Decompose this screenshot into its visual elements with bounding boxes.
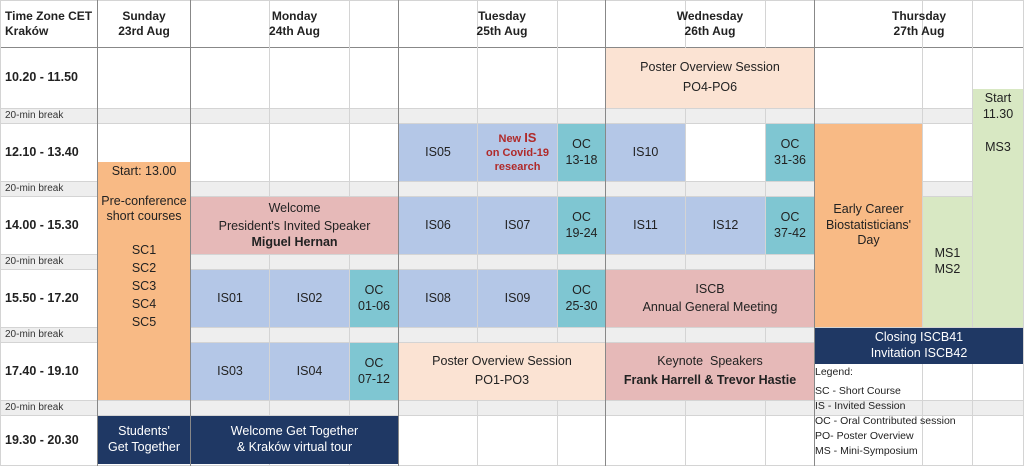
- day-name: Monday: [271, 8, 318, 23]
- presidents-speaker-label: President's Invited Speaker: [218, 219, 371, 234]
- short-course-item: SC5: [131, 315, 157, 330]
- session-line: Keynote Speakers: [657, 354, 763, 369]
- session-is04: IS04: [270, 343, 349, 400]
- sunday-pre-conference-block: [98, 162, 190, 400]
- poster-overview-po4-po6: [606, 48, 814, 108]
- day-header-sunday: [98, 0, 190, 47]
- day-header-tuesday: [399, 0, 605, 47]
- session-line: Biostatisticians': [825, 217, 912, 232]
- session-oc-13-18: [558, 124, 605, 181]
- session-line: OC: [572, 282, 591, 297]
- students-get-together: [98, 416, 190, 464]
- monday-welcome-block: [191, 197, 398, 254]
- session-new-is-covid: [478, 124, 557, 181]
- session-line: OC: [572, 136, 591, 151]
- session-is05: IS05: [399, 124, 477, 181]
- session-ms1-ms2: [923, 197, 972, 327]
- day-date: 26th Aug: [684, 23, 736, 38]
- session-is09: IS09: [478, 270, 557, 327]
- break-label: 20-min break: [5, 182, 64, 194]
- legend-item: IS - Invited Session: [815, 399, 906, 412]
- session-is08: IS08: [399, 270, 477, 327]
- grid-line: [0, 47, 1024, 48]
- session-oc-37-42: [766, 197, 814, 254]
- legend-item: PO- Poster Overview: [815, 429, 914, 442]
- ms3-label: MS3: [985, 140, 1011, 155]
- session-line: ISCB: [695, 281, 725, 296]
- session-is11: IS11: [606, 197, 685, 254]
- short-course-item: SC3: [131, 279, 157, 294]
- start-time: 11.30: [982, 106, 1014, 121]
- session-oc-25-30: [558, 270, 605, 327]
- is-label: IS: [524, 130, 537, 146]
- session-line: 01-06: [358, 298, 390, 313]
- city-label: Kraków: [5, 23, 49, 38]
- session-line: OC: [364, 282, 384, 297]
- session-oc-31-36: [766, 124, 814, 181]
- session-is06: IS06: [399, 197, 477, 254]
- session-is01: IS01: [191, 270, 269, 327]
- welcome-label: Welcome: [268, 200, 321, 215]
- session-is12: IS12: [686, 197, 765, 254]
- legend: [815, 365, 1020, 458]
- start-time: Start: 13.00: [111, 164, 177, 178]
- session-oc-19-24: [558, 197, 605, 254]
- speaker-names: Frank Harrell & Trevor Hastie: [623, 373, 797, 387]
- day-date: 25th Aug: [476, 23, 528, 38]
- session-is10: IS10: [606, 124, 685, 181]
- session-is07: IS07: [478, 197, 557, 254]
- session-line: PO1-PO3: [474, 373, 530, 387]
- session-oc-07-12: [350, 343, 398, 400]
- short-course-item: SC2: [131, 261, 157, 275]
- session-line: OC: [572, 209, 591, 224]
- session-line: research: [494, 160, 541, 173]
- title-line: Pre-conference: [101, 193, 187, 208]
- session-line: Day: [857, 233, 880, 248]
- timezone-label: Time Zone CET: [5, 8, 93, 23]
- poster-overview-po1-po3: [399, 343, 605, 400]
- session-line: Get Together: [107, 440, 181, 454]
- session-line: 31-36: [774, 152, 806, 167]
- time-slot: 14.00 - 15.30: [5, 217, 79, 232]
- legend-item: SC - Short Course: [815, 384, 901, 397]
- timezone-header: [0, 0, 97, 47]
- time-slot: 17.40 - 19.10: [5, 363, 79, 378]
- iscb-annual-general-meeting: [606, 270, 814, 327]
- session-is03: IS03: [191, 343, 269, 400]
- day-name: Sunday: [122, 8, 166, 23]
- legend-item: MS - Mini-Symposium: [815, 444, 918, 457]
- session-line: MS2: [934, 262, 961, 276]
- legend-title: Legend:: [815, 366, 853, 378]
- break-label: 20-min break: [5, 328, 64, 340]
- session-line: Annual General Meeting: [642, 299, 778, 314]
- session-line: & Kraków virtual tour: [236, 440, 353, 454]
- session-line: on Covid-19: [486, 147, 549, 160]
- short-course-item: SC4: [131, 297, 157, 312]
- session-line: 19-24: [565, 225, 598, 240]
- session-is02: IS02: [270, 270, 349, 327]
- session-line: OC: [364, 355, 384, 370]
- session-line: 07-12: [358, 371, 390, 386]
- break-label: 20-min break: [5, 255, 64, 267]
- session-line: Closing ISCB41: [874, 330, 964, 345]
- keynote-speakers: [606, 343, 814, 400]
- break-label: 20-min break: [5, 109, 64, 121]
- session-line: Poster Overview Session: [432, 354, 572, 369]
- time-slot: 19.30 - 20.30: [5, 432, 79, 447]
- day-header-thursday: [815, 0, 1023, 47]
- covid-title-line: [499, 130, 537, 147]
- legend-item: OC - Oral Contributed session: [815, 414, 956, 427]
- session-line: OC: [780, 209, 800, 224]
- day-date: 27th Aug: [893, 23, 945, 38]
- day-date: 24th Aug: [269, 23, 320, 38]
- session-line: Students': [118, 424, 170, 439]
- session-line: OC: [780, 136, 800, 151]
- break-label: 20-min break: [5, 401, 64, 413]
- short-course-item: SC1: [131, 242, 157, 257]
- welcome-get-together: [191, 416, 398, 464]
- day-name: Tuesday: [478, 8, 526, 23]
- session-line: 13-18: [565, 152, 598, 167]
- thursday-ms3-block: [973, 89, 1023, 327]
- session-oc-01-06: [350, 270, 398, 327]
- session-line: Poster Overview Session: [640, 60, 780, 75]
- session-line: Invitation ISCB42: [870, 346, 968, 360]
- session-line: Early Career: [833, 202, 904, 217]
- pre-conference-title: [101, 194, 186, 225]
- new-label: New: [498, 133, 525, 146]
- early-career-day: [815, 124, 922, 327]
- grid-line: [0, 108, 1024, 109]
- session-line: Welcome Get Together: [230, 424, 359, 439]
- day-header-wednesday: [606, 0, 814, 47]
- time-slot: 10.20 - 11.50: [5, 70, 78, 85]
- day-header-monday: [191, 0, 398, 47]
- session-line: MS1: [934, 246, 961, 261]
- start-label: Start: [984, 91, 1012, 105]
- closing-invitation: [815, 328, 1023, 364]
- day-date: 23rd Aug: [118, 23, 170, 38]
- session-line: 25-30: [565, 298, 598, 313]
- title-line: short courses: [106, 209, 182, 224]
- session-line: PO4-PO6: [682, 80, 738, 94]
- day-name: Wednesday: [676, 8, 744, 23]
- day-name: Thursday: [891, 8, 946, 23]
- speaker-name: Miguel Hernan: [251, 234, 338, 249]
- time-slot: 15.50 - 17.20: [5, 290, 79, 305]
- time-slot: 12.10 - 13.40: [5, 144, 79, 159]
- short-course-list: [132, 241, 156, 332]
- break-row: [0, 108, 1024, 123]
- session-line: 37-42: [774, 225, 806, 240]
